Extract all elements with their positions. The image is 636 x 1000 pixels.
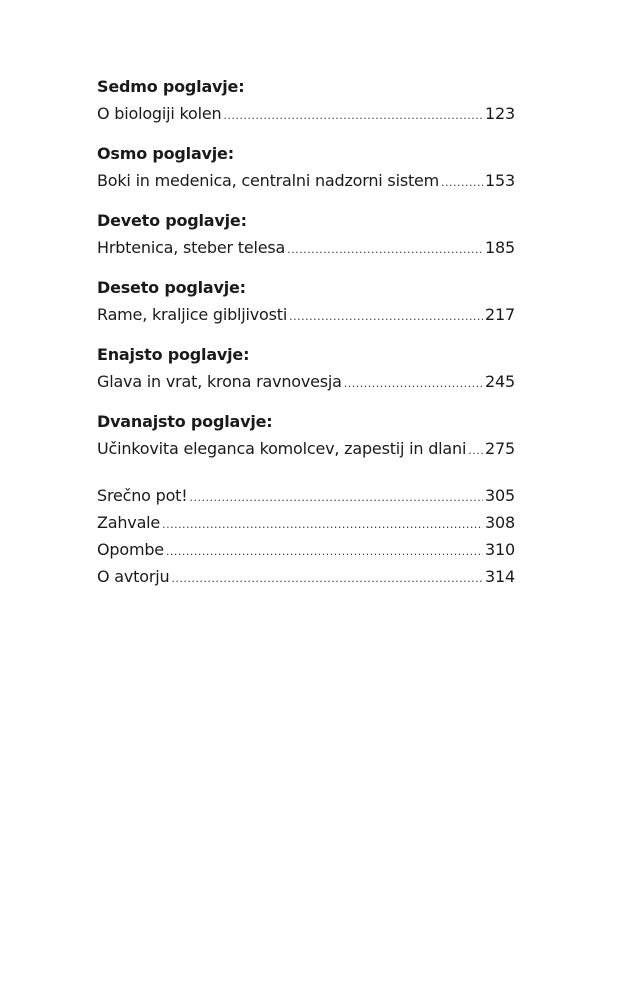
chapter-heading: Deveto poglavje:: [97, 211, 247, 230]
entry-title: Rame, kraljice gibljivosti: [97, 305, 288, 324]
page-number: 308: [485, 513, 515, 532]
dot-leader: [189, 484, 483, 511]
dot-leader: [162, 511, 483, 538]
chapter-section: [97, 73, 515, 127]
dot-leader: [223, 102, 483, 129]
page-number: 185: [485, 238, 515, 257]
page-number: 310: [485, 540, 515, 559]
chapter-section: [97, 140, 515, 194]
entry-title: Glava in vrat, krona ravnovesja: [97, 372, 342, 391]
entry-title: Zahvale: [97, 513, 161, 532]
dot-leader: [441, 169, 483, 196]
chapter-heading: Osmo poglavje:: [97, 144, 234, 163]
chapter-heading: Enajsto poglavje:: [97, 345, 250, 364]
chapter-section: [97, 408, 515, 462]
page-number: 305: [485, 486, 515, 505]
toc-entry[interactable]: [97, 368, 515, 395]
page-number: 123: [485, 104, 515, 123]
entry-title: O avtorju: [97, 567, 170, 586]
entry-title: Srečno pot!: [97, 486, 188, 505]
entry-title: Opombe: [97, 540, 164, 559]
toc-entry[interactable]: [97, 234, 515, 261]
page-number: 314: [485, 567, 515, 586]
chapter-heading: Dvanajsto poglavje:: [97, 412, 273, 431]
dot-leader: [171, 565, 483, 592]
entry-title: O biologiji kolen: [97, 104, 222, 123]
table-of-contents: [97, 73, 515, 590]
toc-entry[interactable]: [97, 563, 515, 590]
chapter-heading: Sedmo poglavje:: [97, 77, 245, 96]
toc-entry[interactable]: [97, 509, 515, 536]
toc-entry[interactable]: [97, 482, 515, 509]
page-number: 217: [485, 305, 515, 324]
dot-leader: [468, 437, 483, 464]
chapter-section: [97, 207, 515, 261]
toc-entry[interactable]: [97, 100, 515, 127]
back-matter: [97, 482, 515, 590]
toc-entry[interactable]: [97, 301, 515, 328]
page-number: 275: [485, 439, 515, 458]
chapter-section: [97, 274, 515, 328]
entry-title: Učinkovita eleganca komolcev, zapestij in dlani: [97, 439, 467, 458]
dot-leader: [289, 303, 483, 330]
toc-entry[interactable]: [97, 536, 515, 563]
page-number: 153: [485, 171, 515, 190]
entry-title: Boki in medenica, centralni nadzorni sistem: [97, 171, 440, 190]
page-number: 245: [485, 372, 515, 391]
toc-entry[interactable]: [97, 435, 515, 462]
dot-leader: [344, 370, 483, 397]
entry-title: Hrbtenica, steber telesa: [97, 238, 286, 257]
chapter-heading: Deseto poglavje:: [97, 278, 246, 297]
dot-leader: [287, 236, 483, 263]
chapter-section: [97, 341, 515, 395]
toc-entry[interactable]: [97, 167, 515, 194]
dot-leader: [166, 538, 483, 565]
